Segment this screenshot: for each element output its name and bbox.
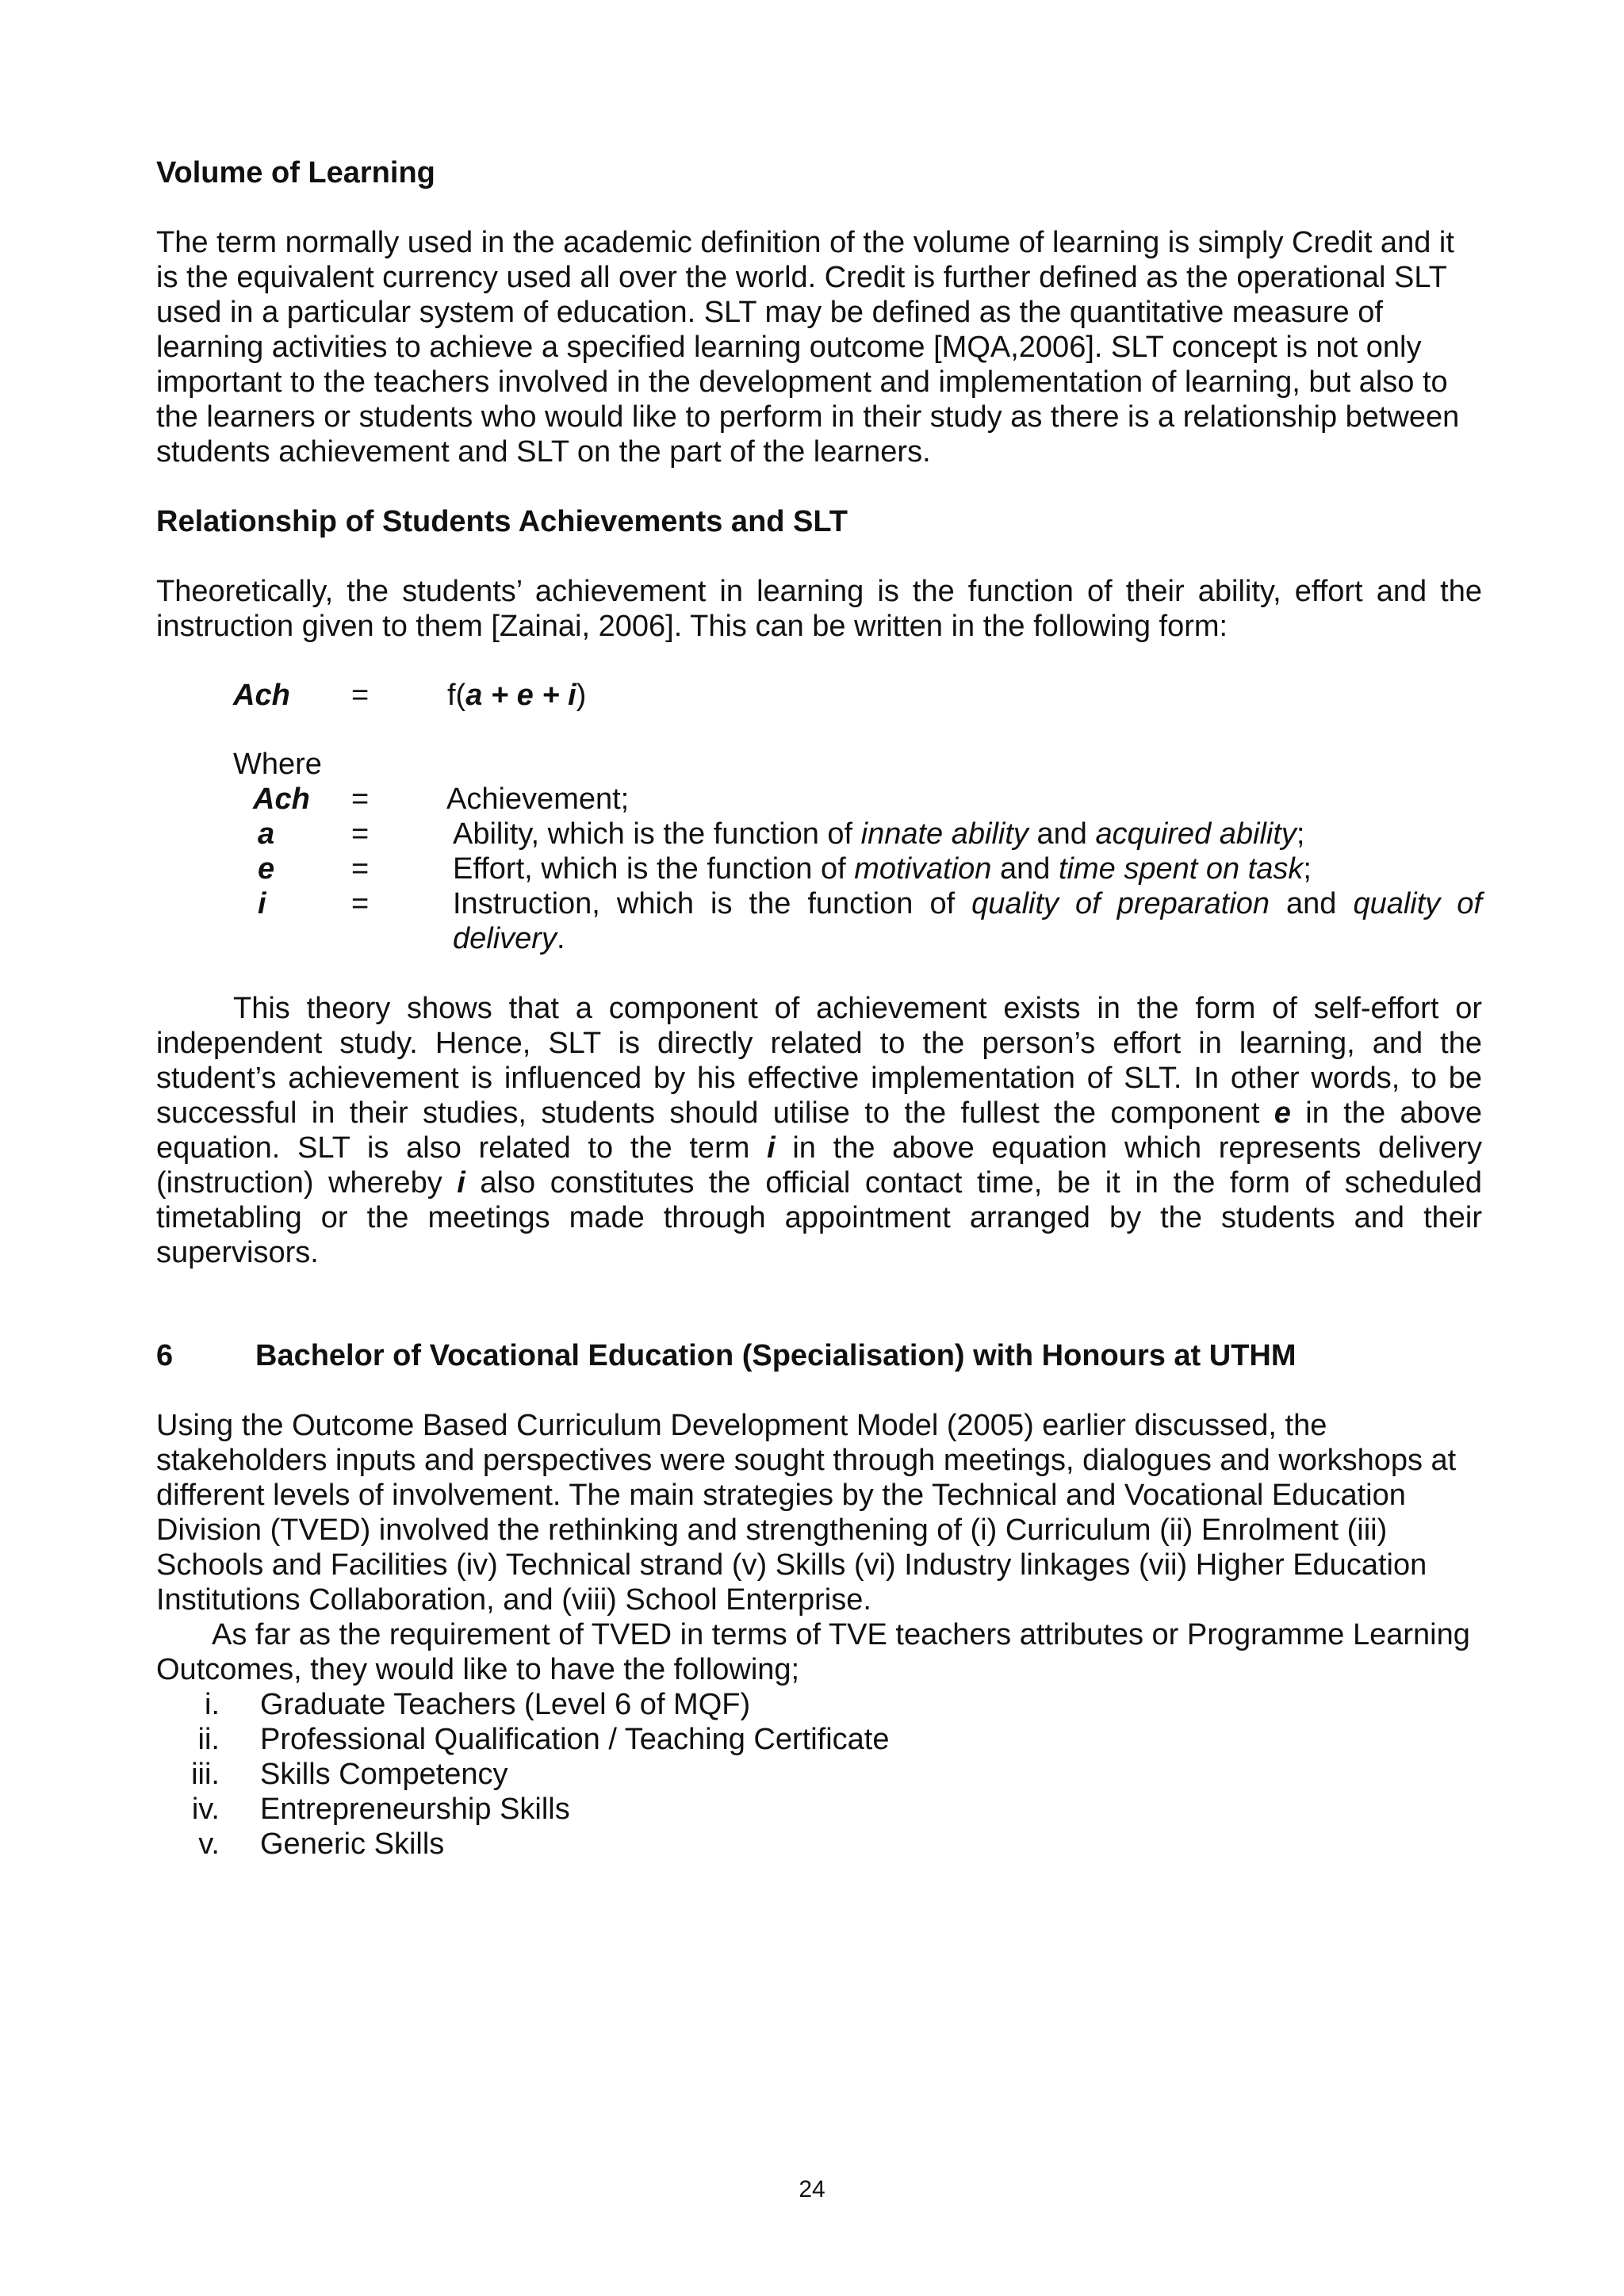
- section-6-heading: Bachelor of Vocational Education (Specialisation) with Honours at UTHM: [255, 1339, 1297, 1372]
- definition-equals: =: [351, 852, 370, 886]
- equation-rhs: f(a + e + i): [447, 679, 587, 712]
- definition-symbol: a: [258, 817, 275, 851]
- paragraph-volume-of-learning: The term normally used in the academic definition of the volume of learning is simply Credit and it is the equivalent currency used all over the world. Credit is further defined as the operational SLT used in a particular system of education. SLT may be defined as the quantitative measure of learning activities to achieve a specified learning outcome [MQA,2006]. SLT concept is not only important to the teachers involved in the development and implementation of learning, but also to the learners or students who would like to perform in their study as there is a relationship between students achievement and SLT on the part of the learners.: [156, 226, 1460, 469]
- list-item-text: Entrepreneurship Skills: [260, 1793, 570, 1826]
- definition-symbol: Ach: [253, 783, 310, 816]
- where-label: Where: [233, 748, 322, 781]
- document-page: [156, 0, 1482, 2296]
- section-6-number: 6: [156, 1339, 174, 1372]
- paragraph-uthm-2: As far as the requirement of TVED in terms of TVE teachers attributes or Programme Learning Outcomes, they would like to have the following;: [156, 1618, 1470, 1686]
- list-item-text: Professional Qualification / Teaching Certificate: [260, 1723, 890, 1756]
- list-item-text: Skills Competency: [260, 1758, 508, 1791]
- definition-equals: =: [351, 783, 370, 816]
- list-item-text: Generic Skills: [260, 1827, 445, 1861]
- definition-symbol: i: [258, 887, 266, 920]
- definition-symbol: e: [258, 852, 275, 886]
- definition-text: Ability, which is the function of innate ability and acquired ability;: [453, 817, 1305, 851]
- paragraph-theory: This theory shows that a component of achievement exists in the form of self-effort or independent study. Hence, SLT is directly related to the person’s effort in learning, and the student’s achievement is influenced by his effective implementation of SLT. In other words, to be successful in their studies, students should utilise to the fullest the component e in the above equation. SLT is also related to the term i in the above equation which represents delivery (instruction) whereby i also constitutes the official contact time, be it in the form of scheduled timetabling or the meetings made through appointment arranged by the students and their supervisors.: [156, 992, 1482, 1269]
- definition-text: Instruction, which is the function of quality of preparation and quality of delivery.: [453, 887, 1482, 955]
- page-number: 24: [799, 2176, 825, 2202]
- list-item-number: v.: [198, 1827, 220, 1861]
- definition-text: Effort, which is the function of motivation and time spent on task;: [453, 852, 1312, 886]
- definition-equals: =: [351, 817, 370, 851]
- equation-equals: =: [351, 679, 370, 712]
- list-item-number: i.: [205, 1688, 220, 1721]
- definition-text: Achievement;: [446, 783, 630, 816]
- heading-volume-of-learning: Volume of Learning: [156, 156, 435, 189]
- list-item-number: iii.: [191, 1758, 220, 1791]
- paragraph-relationship-intro: Theoretically, the students’ achievement in learning is the function of their ability, effort and the instruction given to them [Zainai, 2006]. This can be written in the following form:: [156, 575, 1482, 643]
- definition-equals: =: [351, 887, 370, 920]
- list-item-text: Graduate Teachers (Level 6 of MQF): [260, 1688, 751, 1721]
- paragraph-uthm-1: Using the Outcome Based Curriculum Development Model (2005) earlier discussed, the stakeholders inputs and perspectives were sought through meetings, dialogues and workshops at different levels of involvement. The main strategies by the Technical and Vocational Education Division (TVED) involved the rethinking and strengthening of (i) Curriculum (ii) Enrolment (iii) Schools and Facilities (iv) Technical strand (v) Skills (vi) Industry linkages (vii) Higher Education Institutions Collaboration, and (viii) School Enterprise.: [156, 1409, 1457, 1617]
- list-item-number: ii.: [197, 1723, 220, 1756]
- list-item-number: iv.: [191, 1793, 220, 1826]
- equation-lhs: Ach: [233, 679, 290, 712]
- heading-relationship: Relationship of Students Achievements and SLT: [156, 505, 848, 538]
